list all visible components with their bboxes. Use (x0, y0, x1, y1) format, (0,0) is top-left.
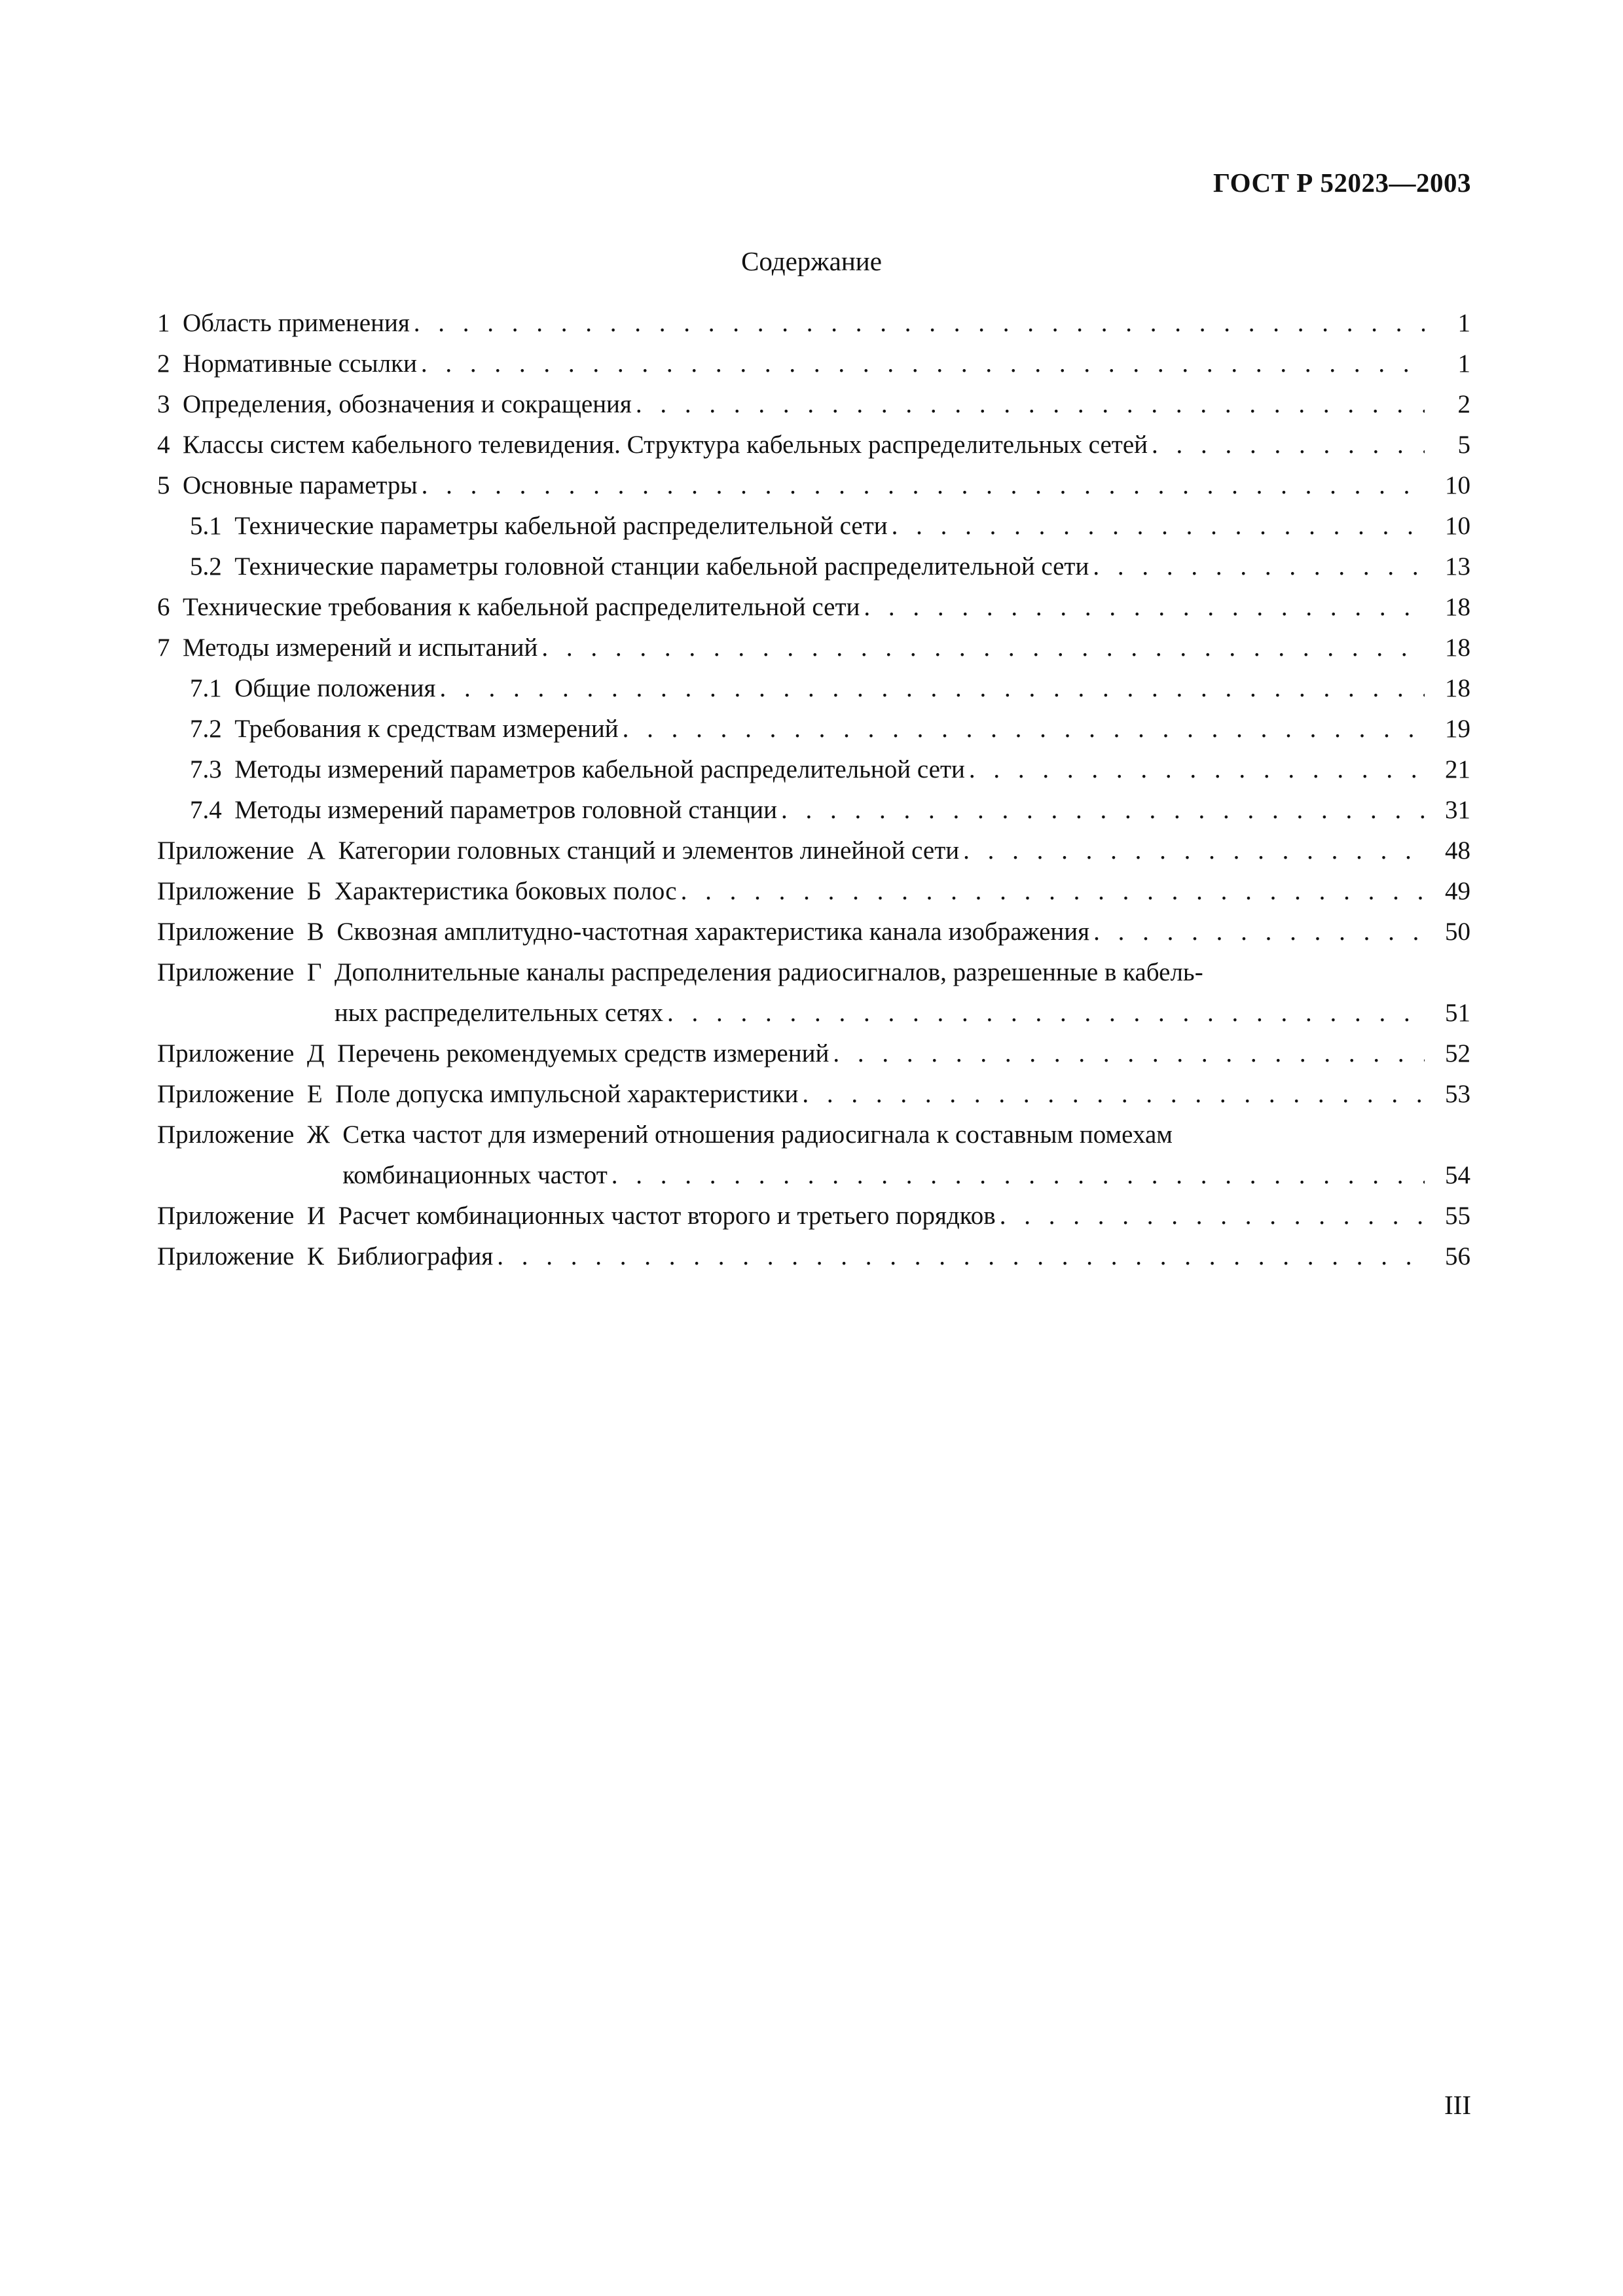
toc-entry-title: Расчет комбинационных частот второго и третьего порядков (338, 1202, 996, 1230)
toc-entry-title: Поле допуска импульсной характеристики (335, 1080, 799, 1108)
toc-entry-title: Требования к средствам измерений (234, 715, 619, 743)
toc-entry-number: 5.1 (190, 512, 235, 540)
toc-entry-appendix-d[interactable] (157, 1033, 1470, 1074)
toc-entry-number: 7.1 (190, 674, 235, 702)
dot-leader (864, 587, 1425, 628)
toc-entry-appendix-k[interactable] (157, 1236, 1470, 1277)
dot-leader (681, 871, 1425, 912)
toc-entry-title: Технические параметры кабельной распределительной сети (234, 512, 888, 540)
toc-entry-number: 7.4 (190, 796, 235, 824)
toc-entry-number: Приложение Е (157, 1080, 336, 1108)
toc-entry-title: Библиография (337, 1242, 494, 1270)
toc-entry-title: Технические требования к кабельной распределительной сети (183, 593, 860, 621)
toc-entry-title: Перечень рекомендуемых средств измерений (337, 1039, 830, 1067)
toc-entry-page: 49 (1445, 877, 1470, 905)
dot-leader (781, 790, 1425, 831)
toc-entry-page: 2 (1457, 390, 1470, 418)
dot-leader (802, 1074, 1425, 1115)
toc-entry-title: Методы измерений и испытаний (183, 634, 538, 662)
toc-entry-title-line1: Дополнительные каналы распределения радиосигналов, разрешенные в кабель- (334, 958, 1203, 986)
toc-entry-title-line2: комбинационных частот (342, 1161, 608, 1189)
toc-entry-title: Нормативные ссылки (183, 350, 417, 378)
toc-entry-appendix-g[interactable] (157, 952, 1470, 1033)
dot-leader (414, 303, 1425, 344)
toc-entry-7-3[interactable] (157, 749, 1470, 790)
page-number: III (1444, 2090, 1471, 2120)
dot-leader (1093, 912, 1425, 952)
toc-entry-title: Технические параметры головной станции кабельной распределительной сети (234, 552, 1089, 581)
toc-entry-number: Приложение И (157, 1202, 338, 1230)
dot-leader (623, 709, 1425, 749)
toc-entry-title: Методы измерений параметров кабельной распределительной сети (234, 755, 965, 783)
toc-entry-page: 51 (1445, 999, 1470, 1027)
toc-entry-page: 19 (1445, 715, 1470, 743)
toc-entry-page: 53 (1445, 1080, 1470, 1108)
toc-entry-page: 1 (1457, 309, 1470, 337)
toc-entry-title: Определения, обозначения и сокращения (183, 390, 632, 418)
toc-entry-7-4[interactable] (157, 790, 1470, 831)
toc-entry-page: 10 (1445, 471, 1470, 499)
toc-entry-appendix-i[interactable] (157, 1196, 1470, 1236)
dot-leader (1000, 1196, 1425, 1236)
toc-entry-appendix-a[interactable] (157, 831, 1470, 871)
dot-leader (611, 1155, 1425, 1196)
toc-entry-number: 7.2 (190, 715, 235, 743)
toc-entry-number: 6 (157, 593, 183, 621)
toc-entry-page: 18 (1445, 593, 1470, 621)
toc-entry-4[interactable] (157, 425, 1470, 465)
toc-entry-number: 3 (157, 390, 183, 418)
toc-entry-title: Классы систем кабельного телевидения. Структура кабельных распределительных сетей (183, 431, 1148, 459)
toc-entry-number: Приложение В (157, 918, 337, 946)
toc-entry-page: 13 (1445, 552, 1470, 581)
toc-entry-number: Приложение А (157, 836, 338, 865)
dot-leader (636, 384, 1425, 425)
toc-entry-page: 18 (1445, 634, 1470, 662)
toc-entry-title: Основные параметры (183, 471, 418, 499)
toc-entry-appendix-zh[interactable] (157, 1115, 1470, 1196)
toc-entry-title-line2: ных распределительных сетях (334, 999, 663, 1027)
toc-entry-title: Категории головных станций и элементов линейной сети (338, 836, 960, 865)
toc-entry-page: 50 (1445, 918, 1470, 946)
toc-entry-7-1[interactable] (157, 668, 1470, 709)
toc-entry-page: 10 (1445, 512, 1470, 540)
toc-entry-1[interactable] (157, 303, 1470, 344)
toc-entry-number: Приложение Г (157, 958, 335, 986)
toc-entry-number: Приложение К (157, 1242, 337, 1270)
toc-entry-2[interactable] (157, 344, 1470, 384)
toc-entry-7[interactable] (157, 628, 1470, 668)
toc-entry-page: 52 (1445, 1039, 1470, 1067)
toc-title: Содержание (741, 246, 882, 276)
toc-entry-number: 2 (157, 350, 183, 378)
toc-entry-number: 5.2 (190, 552, 235, 581)
toc-entry-page: 48 (1445, 836, 1470, 865)
toc-entry-number: Приложение Ж (157, 1121, 343, 1149)
toc-entry-page: 18 (1445, 674, 1470, 702)
toc-entry-number: 4 (157, 431, 183, 459)
toc-entry-page: 55 (1445, 1202, 1470, 1230)
toc-entry-7-2[interactable] (157, 709, 1470, 749)
toc-entry-title: Общие положения (234, 674, 436, 702)
toc-entry-title: Область применения (183, 309, 410, 337)
toc-entry-page: 1 (1457, 350, 1470, 378)
document-id: ГОСТ Р 52023—2003 (1213, 168, 1471, 198)
toc-entry-page: 56 (1445, 1242, 1470, 1270)
table-of-contents (157, 303, 1470, 1277)
toc-entry-page: 5 (1457, 431, 1470, 459)
toc-entry-title: Методы измерений параметров головной станции (234, 796, 777, 824)
dot-leader (667, 993, 1425, 1033)
toc-entry-page: 21 (1445, 755, 1470, 783)
toc-entry-title-line1: Сетка частот для измерений отношения радиосигнала к составным помехам (342, 1121, 1173, 1149)
dot-leader (440, 668, 1425, 709)
toc-entry-number: 7.3 (190, 755, 235, 783)
toc-entry-number: 7 (157, 634, 183, 662)
dot-leader (1152, 425, 1425, 465)
dot-leader (422, 465, 1425, 506)
toc-entry-page: 31 (1445, 796, 1470, 824)
toc-entry-page: 54 (1445, 1161, 1470, 1189)
dot-leader (1093, 547, 1425, 587)
toc-entry-appendix-b[interactable] (157, 871, 1470, 912)
toc-entry-6[interactable] (157, 587, 1470, 628)
toc-entry-number: 1 (157, 309, 183, 337)
dot-leader (421, 344, 1425, 384)
toc-entry-appendix-v[interactable] (157, 912, 1470, 952)
dot-leader (833, 1033, 1425, 1074)
toc-entry-5-1[interactable] (157, 506, 1470, 547)
toc-entry-number: Приложение Д (157, 1039, 337, 1067)
toc-entry-5-2[interactable] (157, 547, 1470, 587)
toc-entry-5[interactable] (157, 465, 1470, 506)
toc-entry-number: 5 (157, 471, 183, 499)
toc-entry-number: Приложение Б (157, 877, 335, 905)
dot-leader (963, 831, 1425, 871)
dot-leader (497, 1236, 1425, 1277)
toc-entry-3[interactable] (157, 384, 1470, 425)
dot-leader (541, 628, 1425, 668)
dot-leader (892, 506, 1425, 547)
toc-entry-appendix-e[interactable] (157, 1074, 1470, 1115)
toc-entry-title: Характеристика боковых полос (334, 877, 677, 905)
toc-entry-title: Сквозная амплитудно-частотная характеристика канала изображения (337, 918, 1090, 946)
dot-leader (969, 749, 1425, 790)
